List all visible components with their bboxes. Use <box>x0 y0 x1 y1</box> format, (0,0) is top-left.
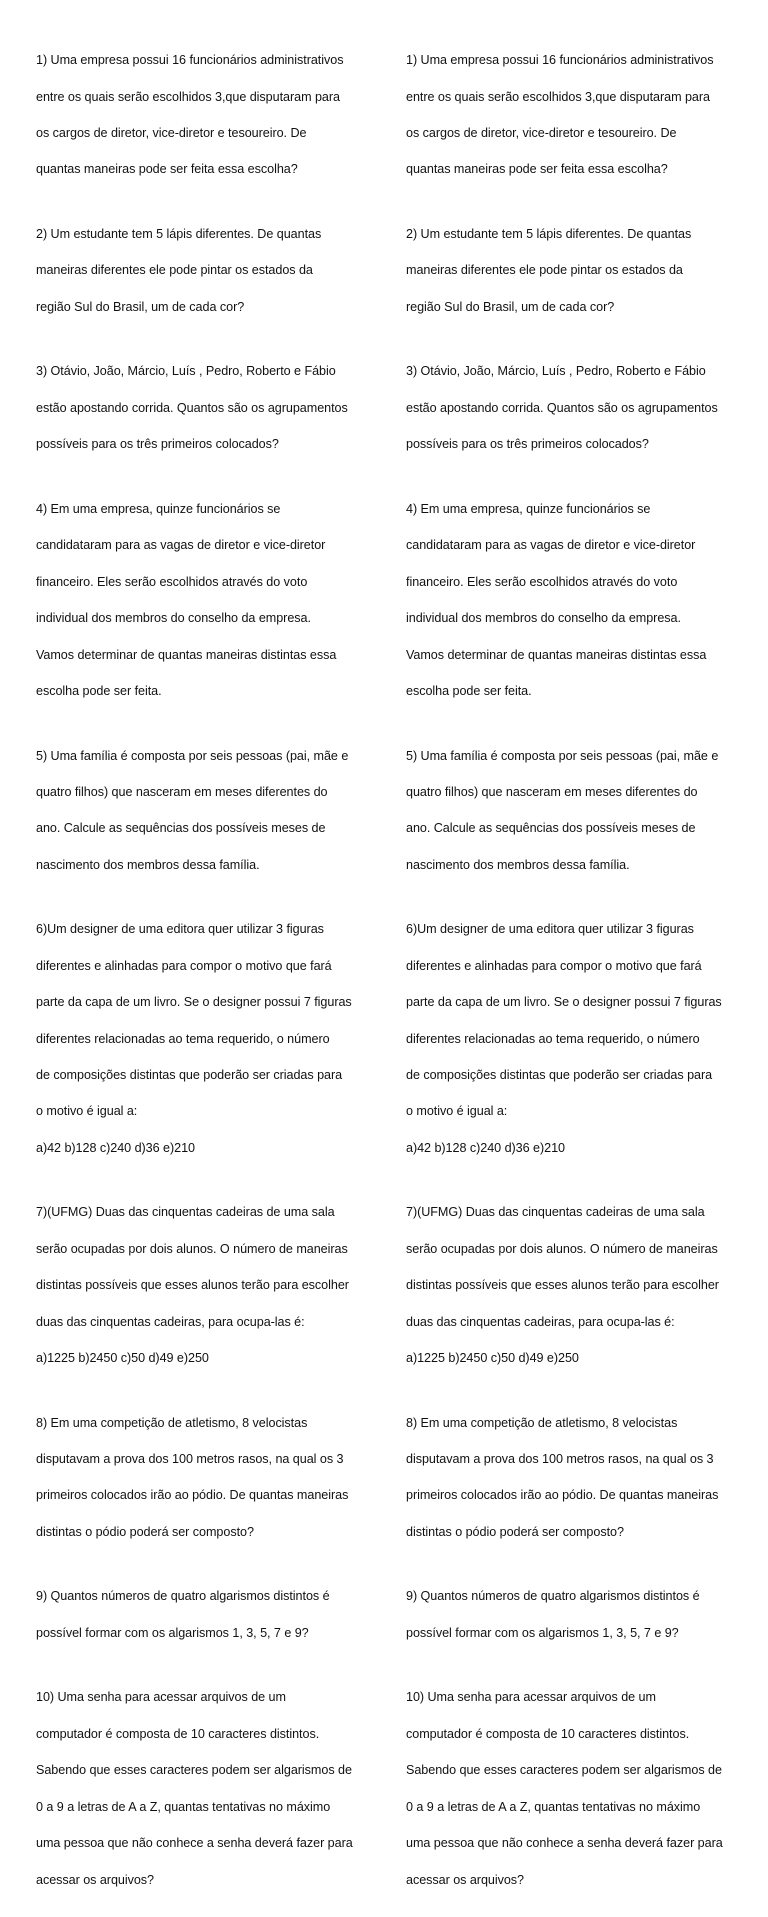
answer-options: a)42 b)128 c)240 d)36 e)210 <box>36 1140 195 1155</box>
question-3 <box>406 344 744 471</box>
question-line: acessar os arquivos? <box>36 1872 155 1887</box>
question-line: 0 a 9 a letras de A a Z, quantas tentativas no máximo <box>406 1799 701 1814</box>
question-line: entre os quais serão escolhidos 3,que disputaram para <box>406 89 710 104</box>
question-line: 9) Quantos números de quatro algarismos distintos é <box>36 1589 330 1604</box>
question-line: 6)Um designer de uma editora quer utilizar 3 figuras <box>406 922 694 937</box>
question-line: disputavam a prova dos 100 metros rasos, na qual os 3 <box>406 1452 714 1467</box>
question-line: primeiros colocados irão ao pódio. De quantas maneiras <box>36 1488 349 1503</box>
question-line: 5) Uma família é composta por seis pessoas (pai, mãe e <box>36 748 349 763</box>
question-line: de composições distintas que poderão ser criadas para <box>406 1067 713 1082</box>
question-line: 0 a 9 a letras de A a Z, quantas tentativas no máximo <box>36 1799 331 1814</box>
question-line: 9) Quantos números de quatro algarismos distintos é <box>406 1589 700 1604</box>
question-line: ano. Calcule as sequências dos possíveis meses de <box>36 821 326 836</box>
question-8 <box>406 1395 744 1559</box>
question-line: possíveis para os três primeiros colocados? <box>36 437 279 452</box>
question-line: 3) Otávio, João, Márcio, Luís , Pedro, Roberto e Fábio <box>406 364 706 379</box>
question-2 <box>36 207 374 334</box>
question-9 <box>36 1569 374 1660</box>
question-line: ano. Calcule as sequências dos possíveis meses de <box>406 821 696 836</box>
question-line: o motivo é igual a: <box>36 1104 138 1119</box>
question-line: Sabendo que esses caracteres podem ser algarismos de <box>36 1763 352 1778</box>
question-5 <box>36 728 374 892</box>
question-line: individual dos membros do conselho da empresa. <box>406 611 681 626</box>
question-line: quatro filhos) que nasceram em meses diferentes do <box>36 784 328 799</box>
question-10 <box>406 1670 744 1907</box>
question-line: escolha pode ser feita. <box>36 683 162 698</box>
question-line: Vamos determinar de quantas maneiras distintas essa <box>406 647 707 662</box>
answer-options: a)1225 b)2450 c)50 d)49 e)250 <box>406 1351 579 1366</box>
question-line: candidataram para as vagas de diretor e vice-diretor <box>406 538 696 553</box>
question-line: parte da capa de um livro. Se o designer possui 7 figuras <box>36 995 352 1010</box>
question-line: 4) Em uma empresa, quinze funcionários se <box>406 501 651 516</box>
question-line: distintas o pódio poderá ser composto? <box>36 1524 254 1539</box>
question-line: diferentes e alinhadas para compor o motivo que fará <box>406 958 702 973</box>
answer-options: a)1225 b)2450 c)50 d)49 e)250 <box>36 1351 209 1366</box>
question-line: 7)(UFMG) Duas das cinquentas cadeiras de uma sala <box>36 1205 335 1220</box>
question-line: quatro filhos) que nasceram em meses diferentes do <box>406 784 698 799</box>
question-line: diferentes e alinhadas para compor o motivo que fará <box>36 958 332 973</box>
question-line: 7)(UFMG) Duas das cinquentas cadeiras de uma sala <box>406 1205 705 1220</box>
question-line: estão apostando corrida. Quantos são os agrupamentos <box>36 400 348 415</box>
question-line: individual dos membros do conselho da empresa. <box>36 611 311 626</box>
question-line: o motivo é igual a: <box>406 1104 508 1119</box>
question-line: serão ocupadas por dois alunos. O número de maneiras <box>36 1241 348 1256</box>
question-line: 5) Uma família é composta por seis pessoas (pai, mãe e <box>406 748 719 763</box>
question-10 <box>36 1670 374 1907</box>
question-line: financeiro. Eles serão escolhidos através do voto <box>406 574 678 589</box>
question-line: Sabendo que esses caracteres podem ser algarismos de <box>406 1763 722 1778</box>
question-line: os cargos de diretor, vice-diretor e tesoureiro. De <box>36 126 307 141</box>
question-line: entre os quais serão escolhidos 3,que disputaram para <box>36 89 340 104</box>
question-line: 8) Em uma competição de atletismo, 8 velocistas <box>406 1415 678 1430</box>
right-column <box>406 33 744 1917</box>
question-line: maneiras diferentes ele pode pintar os estados da <box>36 263 313 278</box>
question-1 <box>36 33 374 197</box>
question-2 <box>406 207 744 334</box>
question-line: estão apostando corrida. Quantos são os agrupamentos <box>406 400 718 415</box>
question-line: uma pessoa que não conhece a senha deverá fazer para <box>36 1836 353 1851</box>
question-line: 2) Um estudante tem 5 lápis diferentes. De quantas <box>406 227 692 242</box>
question-line: 1) Uma empresa possui 16 funcionários administrativos <box>406 53 714 68</box>
question-line: acessar os arquivos? <box>406 1872 525 1887</box>
question-line: distintas possíveis que esses alunos terão para escolher <box>406 1278 719 1293</box>
question-line: 10) Uma senha para acessar arquivos de um <box>406 1690 656 1705</box>
question-line: 8) Em uma competição de atletismo, 8 velocistas <box>36 1415 308 1430</box>
question-4 <box>406 482 744 719</box>
question-line: região Sul do Brasil, um de cada cor? <box>36 299 245 314</box>
question-4 <box>36 482 374 719</box>
question-line: diferentes relacionadas ao tema requerido, o número <box>406 1031 700 1046</box>
question-line: maneiras diferentes ele pode pintar os estados da <box>406 263 683 278</box>
question-line: diferentes relacionadas ao tema requerido, o número <box>36 1031 330 1046</box>
question-line: computador é composta de 10 caracteres distintos. <box>406 1726 690 1741</box>
question-6 <box>36 902 374 1175</box>
answer-options: a)42 b)128 c)240 d)36 e)210 <box>406 1140 565 1155</box>
question-line: duas das cinquentas cadeiras, para ocupa-las é: <box>36 1314 305 1329</box>
question-line: financeiro. Eles serão escolhidos através do voto <box>36 574 308 589</box>
question-line: nascimento dos membros dessa família. <box>406 857 630 872</box>
question-line: 10) Uma senha para acessar arquivos de um <box>36 1690 286 1705</box>
question-line: nascimento dos membros dessa família. <box>36 857 260 872</box>
question-line: 2) Um estudante tem 5 lápis diferentes. De quantas <box>36 227 322 242</box>
question-line: escolha pode ser feita. <box>406 683 532 698</box>
question-line: 4) Em uma empresa, quinze funcionários se <box>36 501 281 516</box>
question-5 <box>406 728 744 892</box>
question-line: de composições distintas que poderão ser criadas para <box>36 1067 343 1082</box>
question-line: candidataram para as vagas de diretor e vice-diretor <box>36 538 326 553</box>
question-line: primeiros colocados irão ao pódio. De quantas maneiras <box>406 1488 719 1503</box>
question-9 <box>406 1569 744 1660</box>
question-line: possível formar com os algarismos 1, 3, 5, 7 e 9? <box>406 1625 679 1640</box>
question-7 <box>36 1185 374 1385</box>
question-line: distintas possíveis que esses alunos terão para escolher <box>36 1278 349 1293</box>
question-line: Vamos determinar de quantas maneiras distintas essa <box>36 647 337 662</box>
question-line: 1) Uma empresa possui 16 funcionários administrativos <box>36 53 344 68</box>
question-line: quantas maneiras pode ser feita essa escolha? <box>406 162 668 177</box>
question-line: 3) Otávio, João, Márcio, Luís , Pedro, Roberto e Fábio <box>36 364 336 379</box>
question-line: os cargos de diretor, vice-diretor e tesoureiro. De <box>406 126 677 141</box>
question-3 <box>36 344 374 471</box>
question-1 <box>406 33 744 197</box>
question-6 <box>406 902 744 1175</box>
question-line: 6)Um designer de uma editora quer utilizar 3 figuras <box>36 922 324 937</box>
question-line: distintas o pódio poderá ser composto? <box>406 1524 624 1539</box>
question-7 <box>406 1185 744 1385</box>
question-line: computador é composta de 10 caracteres distintos. <box>36 1726 320 1741</box>
question-line: disputavam a prova dos 100 metros rasos, na qual os 3 <box>36 1452 344 1467</box>
question-line: serão ocupadas por dois alunos. O número de maneiras <box>406 1241 718 1256</box>
question-8 <box>36 1395 374 1559</box>
question-line: quantas maneiras pode ser feita essa escolha? <box>36 162 298 177</box>
left-column <box>36 33 374 1917</box>
question-line: possível formar com os algarismos 1, 3, 5, 7 e 9? <box>36 1625 309 1640</box>
question-line: parte da capa de um livro. Se o designer possui 7 figuras <box>406 995 722 1010</box>
question-line: possíveis para os três primeiros colocados? <box>406 437 649 452</box>
question-line: duas das cinquentas cadeiras, para ocupa-las é: <box>406 1314 675 1329</box>
question-line: região Sul do Brasil, um de cada cor? <box>406 299 615 314</box>
question-line: uma pessoa que não conhece a senha deverá fazer para <box>406 1836 723 1851</box>
